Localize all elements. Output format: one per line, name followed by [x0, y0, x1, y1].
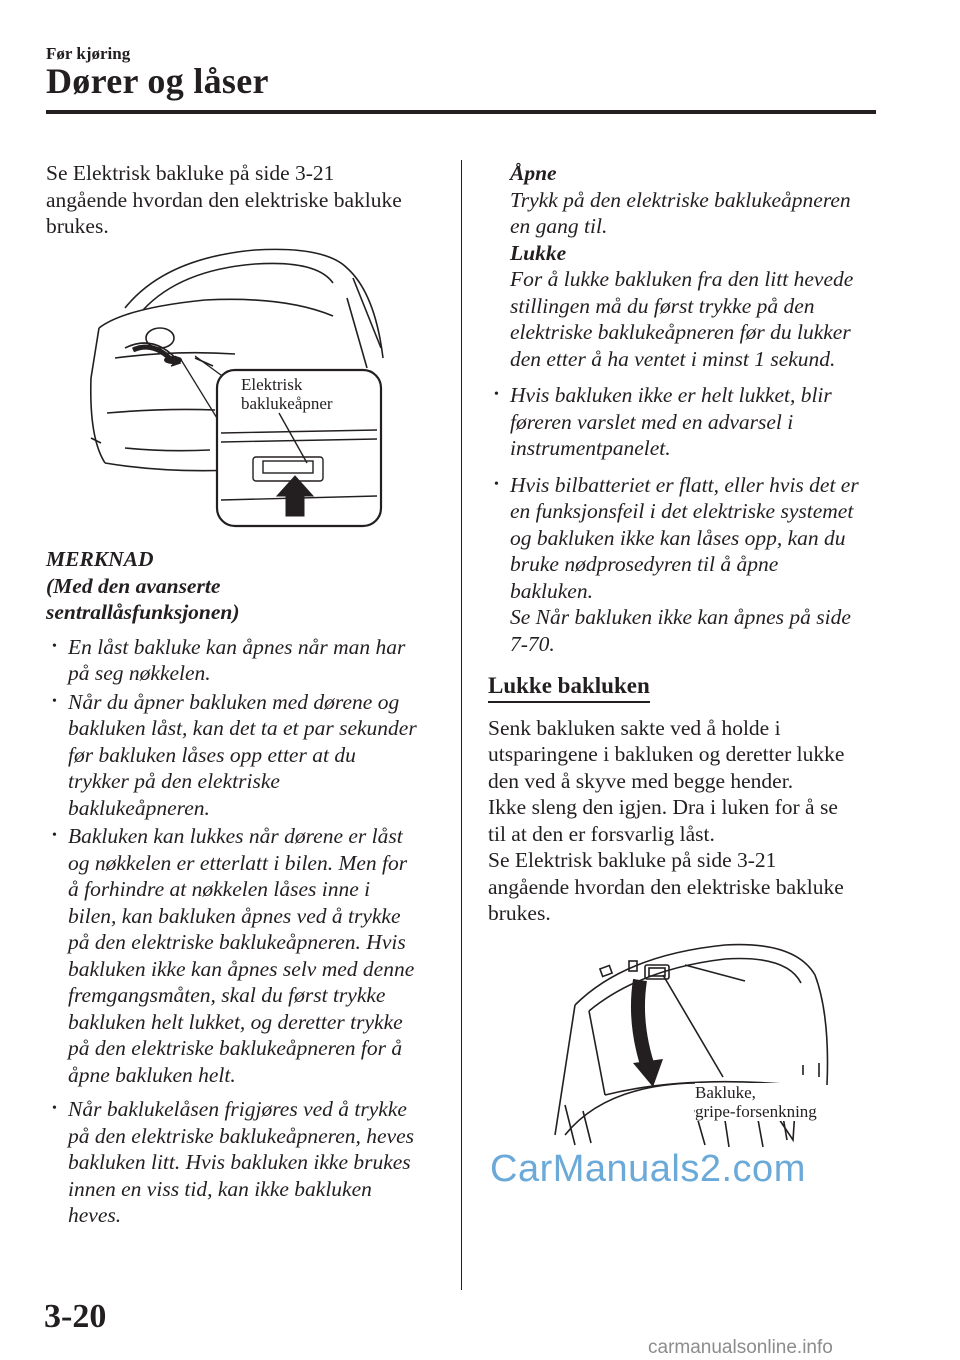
body-line: brukes.: [488, 901, 551, 925]
bullet-line: En låst bakluke kan åpnes når man har: [68, 634, 406, 659]
open-text-line: Trykk på den elektriske baklukeåpneren: [510, 187, 851, 212]
close-body: [488, 715, 888, 927]
open-text-line: en gang til.: [510, 214, 608, 238]
intro-line: angående hvordan den elektriske bakluke: [46, 187, 402, 212]
bullet-line: Hvis bakluken ikke er helt lukket, blir: [510, 383, 832, 407]
bullet-line: bakluken helt lukket, og deretter trykke: [68, 1009, 403, 1034]
bullet-line: 7-70.: [510, 631, 555, 656]
bullet-line: på den elektriske baklukeåpneren for å: [68, 1036, 403, 1060]
bullet-line: på den elektriske baklukeåpneren. Hvis: [68, 930, 406, 954]
left-column: [46, 160, 446, 240]
body-line: angående hvordan den elektriske bakluke: [488, 874, 844, 899]
intro-line: brukes.: [46, 214, 109, 238]
bullet-dot: •: [52, 1101, 57, 1116]
right-bullet: [488, 472, 888, 658]
car-rear-illustration: [85, 238, 390, 528]
section-label: Før kjøring: [46, 44, 131, 63]
right-bullet: [488, 382, 888, 462]
body-line: den ved å skyve med begge hender.: [488, 768, 794, 793]
open-heading: Åpne: [510, 161, 557, 185]
bullet-line: fremgangsmåten, skal du først trykke: [68, 983, 386, 1007]
bullet-dot: •: [52, 638, 57, 654]
note-bullet: [46, 823, 456, 1088]
bullet-line: Hvis bilbatteriet er flatt, eller hvis det er: [510, 472, 859, 497]
watermark-logo: CarManuals2.com: [490, 1148, 806, 1190]
bullet-line: føreren varslet med en advarsel i: [510, 409, 794, 434]
bullet-line: og bakluken ikke kan låses opp, kan du: [510, 525, 846, 550]
page-title: Dører og låser: [46, 61, 269, 101]
note-bullet: [46, 1096, 456, 1229]
note-bullet: [46, 634, 456, 687]
note-bullet: [46, 689, 456, 822]
column-divider: [461, 160, 462, 1290]
bullet-line: på den elektriske baklukeåpneren, heves: [68, 1123, 415, 1148]
grip-label-line: Bakluke,: [695, 1083, 756, 1102]
body-line: til at den er forsvarlig låst.: [488, 821, 715, 846]
grip-label-line: gripe-forsenkning: [695, 1102, 817, 1121]
tailgate-grip-figure: [545, 935, 845, 1150]
tailgate-opener-figure: [85, 238, 390, 528]
subheading-close-tailgate: Lukke bakluken: [488, 673, 650, 703]
opener-label-line: baklukeåpner: [241, 394, 333, 413]
footer-site-text: carmanualsonline.info: [648, 1337, 833, 1358]
note-subtitle-line: sentrallåsfunksjonen): [46, 600, 240, 624]
bullet-dot: •: [494, 476, 499, 492]
open-close-block: [488, 160, 888, 372]
page-number: 3-20: [44, 1298, 107, 1335]
bullet-line: på seg nøkkelen.: [68, 661, 211, 685]
body-line: Ikke sleng den igjen. Dra i luken for å se: [488, 795, 838, 819]
right-column: [488, 160, 888, 927]
note-title: MERKNAD: [46, 547, 154, 571]
bullet-line: før bakluken låses opp etter at du: [68, 742, 356, 767]
note-block: [46, 546, 456, 1229]
bullet-line: og nøkkelen er etterlatt i bilen. Men for: [68, 850, 408, 875]
bullet-line: heves.: [68, 1203, 122, 1227]
opener-callout-label: [241, 375, 333, 413]
bullet-line: innen en viss tid, kan ikke bakluken: [68, 1176, 372, 1201]
bullet-line: Når du åpner bakluken med dørene og: [68, 689, 400, 714]
bullet-line: trykker på den elektriske: [68, 769, 280, 793]
bullet-line: bruke nødprosedyren til å åpne: [510, 552, 779, 576]
subheading-wrap: [488, 673, 888, 703]
close-text-line: For å lukke bakluken fra den litt hevede: [510, 267, 854, 291]
bullet-line: bilen, kan bakluken åpnes ved å trykke: [68, 903, 401, 928]
bullet-line: åpne bakluken helt.: [68, 1062, 236, 1087]
bullet-line: en funksjonsfeil i det elektriske systemet: [510, 499, 854, 523]
bullet-line: Bakluken kan lukkes når dørene er låst: [68, 824, 403, 848]
close-text-line: elektriske baklukeåpneren før du lukker: [510, 320, 851, 344]
grip-callout-label: [695, 1083, 817, 1121]
bullet-line: baklukeåpneren.: [68, 795, 210, 820]
intro-line: Se Elektrisk bakluke på side 3-21: [46, 161, 335, 185]
bullet-line: bakluken litt. Hvis bakluken ikke brukes: [68, 1150, 411, 1174]
bullet-line: å forhindre at nøkkelen låses inne i: [68, 877, 371, 901]
bullet-line: Når baklukelåsen frigjøres ved å trykke: [68, 1097, 407, 1121]
bullet-dot: •: [52, 693, 57, 709]
bullet-line: instrumentpanelet.: [510, 436, 671, 460]
bullet-dot: •: [494, 387, 499, 402]
bullet-line: bakluken ikke kan åpnes selv med denne: [68, 956, 415, 981]
bullet-dot: •: [52, 828, 57, 843]
opener-label-line: Elektrisk: [241, 375, 303, 394]
bullet-line: bakluken.: [510, 578, 593, 603]
title-rule: [46, 110, 876, 114]
close-text-line: stillingen må du først trykke på den: [510, 293, 815, 318]
bullet-line: Se Når bakluken ikke kan åpnes på side: [510, 605, 851, 629]
bullet-line: bakluken låst, kan det ta et par sekunder: [68, 716, 417, 740]
body-line: Se Elektrisk bakluke på side 3-21: [488, 848, 777, 872]
note-subtitle-line: (Med den avanserte: [46, 573, 221, 598]
body-line: utsparingene i bakluken og deretter lukke: [488, 742, 845, 766]
close-heading: Lukke: [510, 240, 567, 265]
body-line: Senk bakluken sakte ved å holde i: [488, 715, 781, 740]
close-text-line: den etter å ha ventet i minst 1 sekund.: [510, 346, 836, 371]
